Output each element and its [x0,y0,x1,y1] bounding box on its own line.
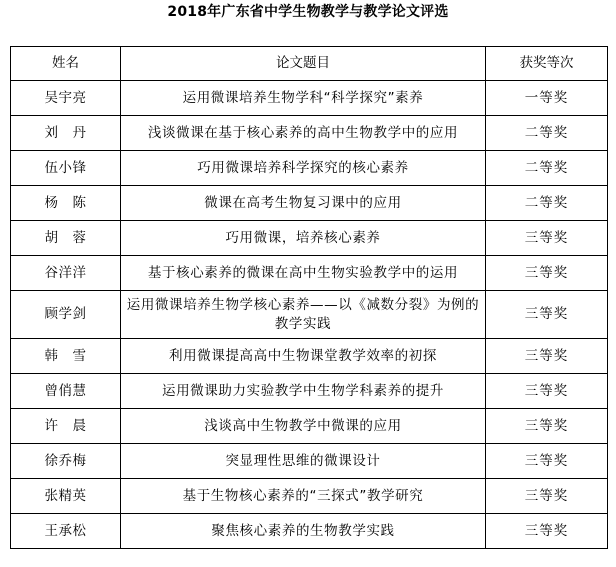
paper-title: 利用微课提高高中生物课堂教学效率的初探 [121,339,486,374]
award-level: 三等奖 [486,444,608,479]
author-name: 韩 雪 [11,339,121,374]
paper-title: 运用微课助力实验教学中生物学科素养的提升 [121,374,486,409]
award-level: 三等奖 [486,374,608,409]
award-level: 二等奖 [486,116,608,151]
paper-title: 运用微课培养生物学核心素养——以《减数分裂》为例的教学实践 [121,291,486,339]
award-level: 三等奖 [486,256,608,291]
header-name: 姓名 [11,47,121,81]
table-row [11,409,608,444]
paper-title: 微课在高考生物复习课中的应用 [121,186,486,221]
award-table [10,46,608,549]
paper-title: 突显理性思维的微课设计 [121,444,486,479]
award-level: 三等奖 [486,514,608,549]
author-name: 伍小锋 [11,151,121,186]
award-level: 三等奖 [486,479,608,514]
award-level: 二等奖 [486,186,608,221]
table-row [11,186,608,221]
award-level: 三等奖 [486,221,608,256]
table-row [11,479,608,514]
paper-title: 浅谈高中生物教学中微课的应用 [121,409,486,444]
table-header-row [11,47,608,81]
author-name: 胡 蓉 [11,221,121,256]
author-name: 谷洋洋 [11,256,121,291]
paper-title: 巧用微课培养科学探究的核心素养 [121,151,486,186]
paper-title: 基于生物核心素养的“三探式”教学研究 [121,479,486,514]
table-row [11,339,608,374]
paper-title: 运用微课培养生物学科“科学探究”素养 [121,81,486,116]
author-name: 曾俏慧 [11,374,121,409]
paper-title: 聚焦核心素养的生物教学实践 [121,514,486,549]
author-name: 吴宇亮 [11,81,121,116]
table-row [11,291,608,339]
author-name: 顾学剑 [11,291,121,339]
table-row [11,256,608,291]
award-level: 二等奖 [486,151,608,186]
table-row [11,221,608,256]
author-name: 杨 陈 [11,186,121,221]
page-title: 2018年广东省中学生物教学与教学论文评选 [167,4,449,20]
table-row [11,151,608,186]
author-name: 王承松 [11,514,121,549]
author-name: 张精英 [11,479,121,514]
table-row [11,374,608,409]
table-row [11,514,608,549]
award-level: 三等奖 [486,409,608,444]
author-name: 徐乔梅 [11,444,121,479]
paper-title: 巧用微课，培养核心素养 [121,221,486,256]
award-level: 一等奖 [486,81,608,116]
author-name: 许 晨 [11,409,121,444]
table-row [11,116,608,151]
award-level: 三等奖 [486,339,608,374]
table-row [11,444,608,479]
header-award-level: 获奖等次 [486,47,608,81]
header-paper-title: 论文题目 [121,47,486,81]
paper-title: 浅谈微课在基于核心素养的高中生物教学中的应用 [121,116,486,151]
paper-title: 基于核心素养的微课在高中生物实验教学中的运用 [121,256,486,291]
table-row [11,81,608,116]
author-name: 刘 丹 [11,116,121,151]
award-level: 三等奖 [486,291,608,339]
